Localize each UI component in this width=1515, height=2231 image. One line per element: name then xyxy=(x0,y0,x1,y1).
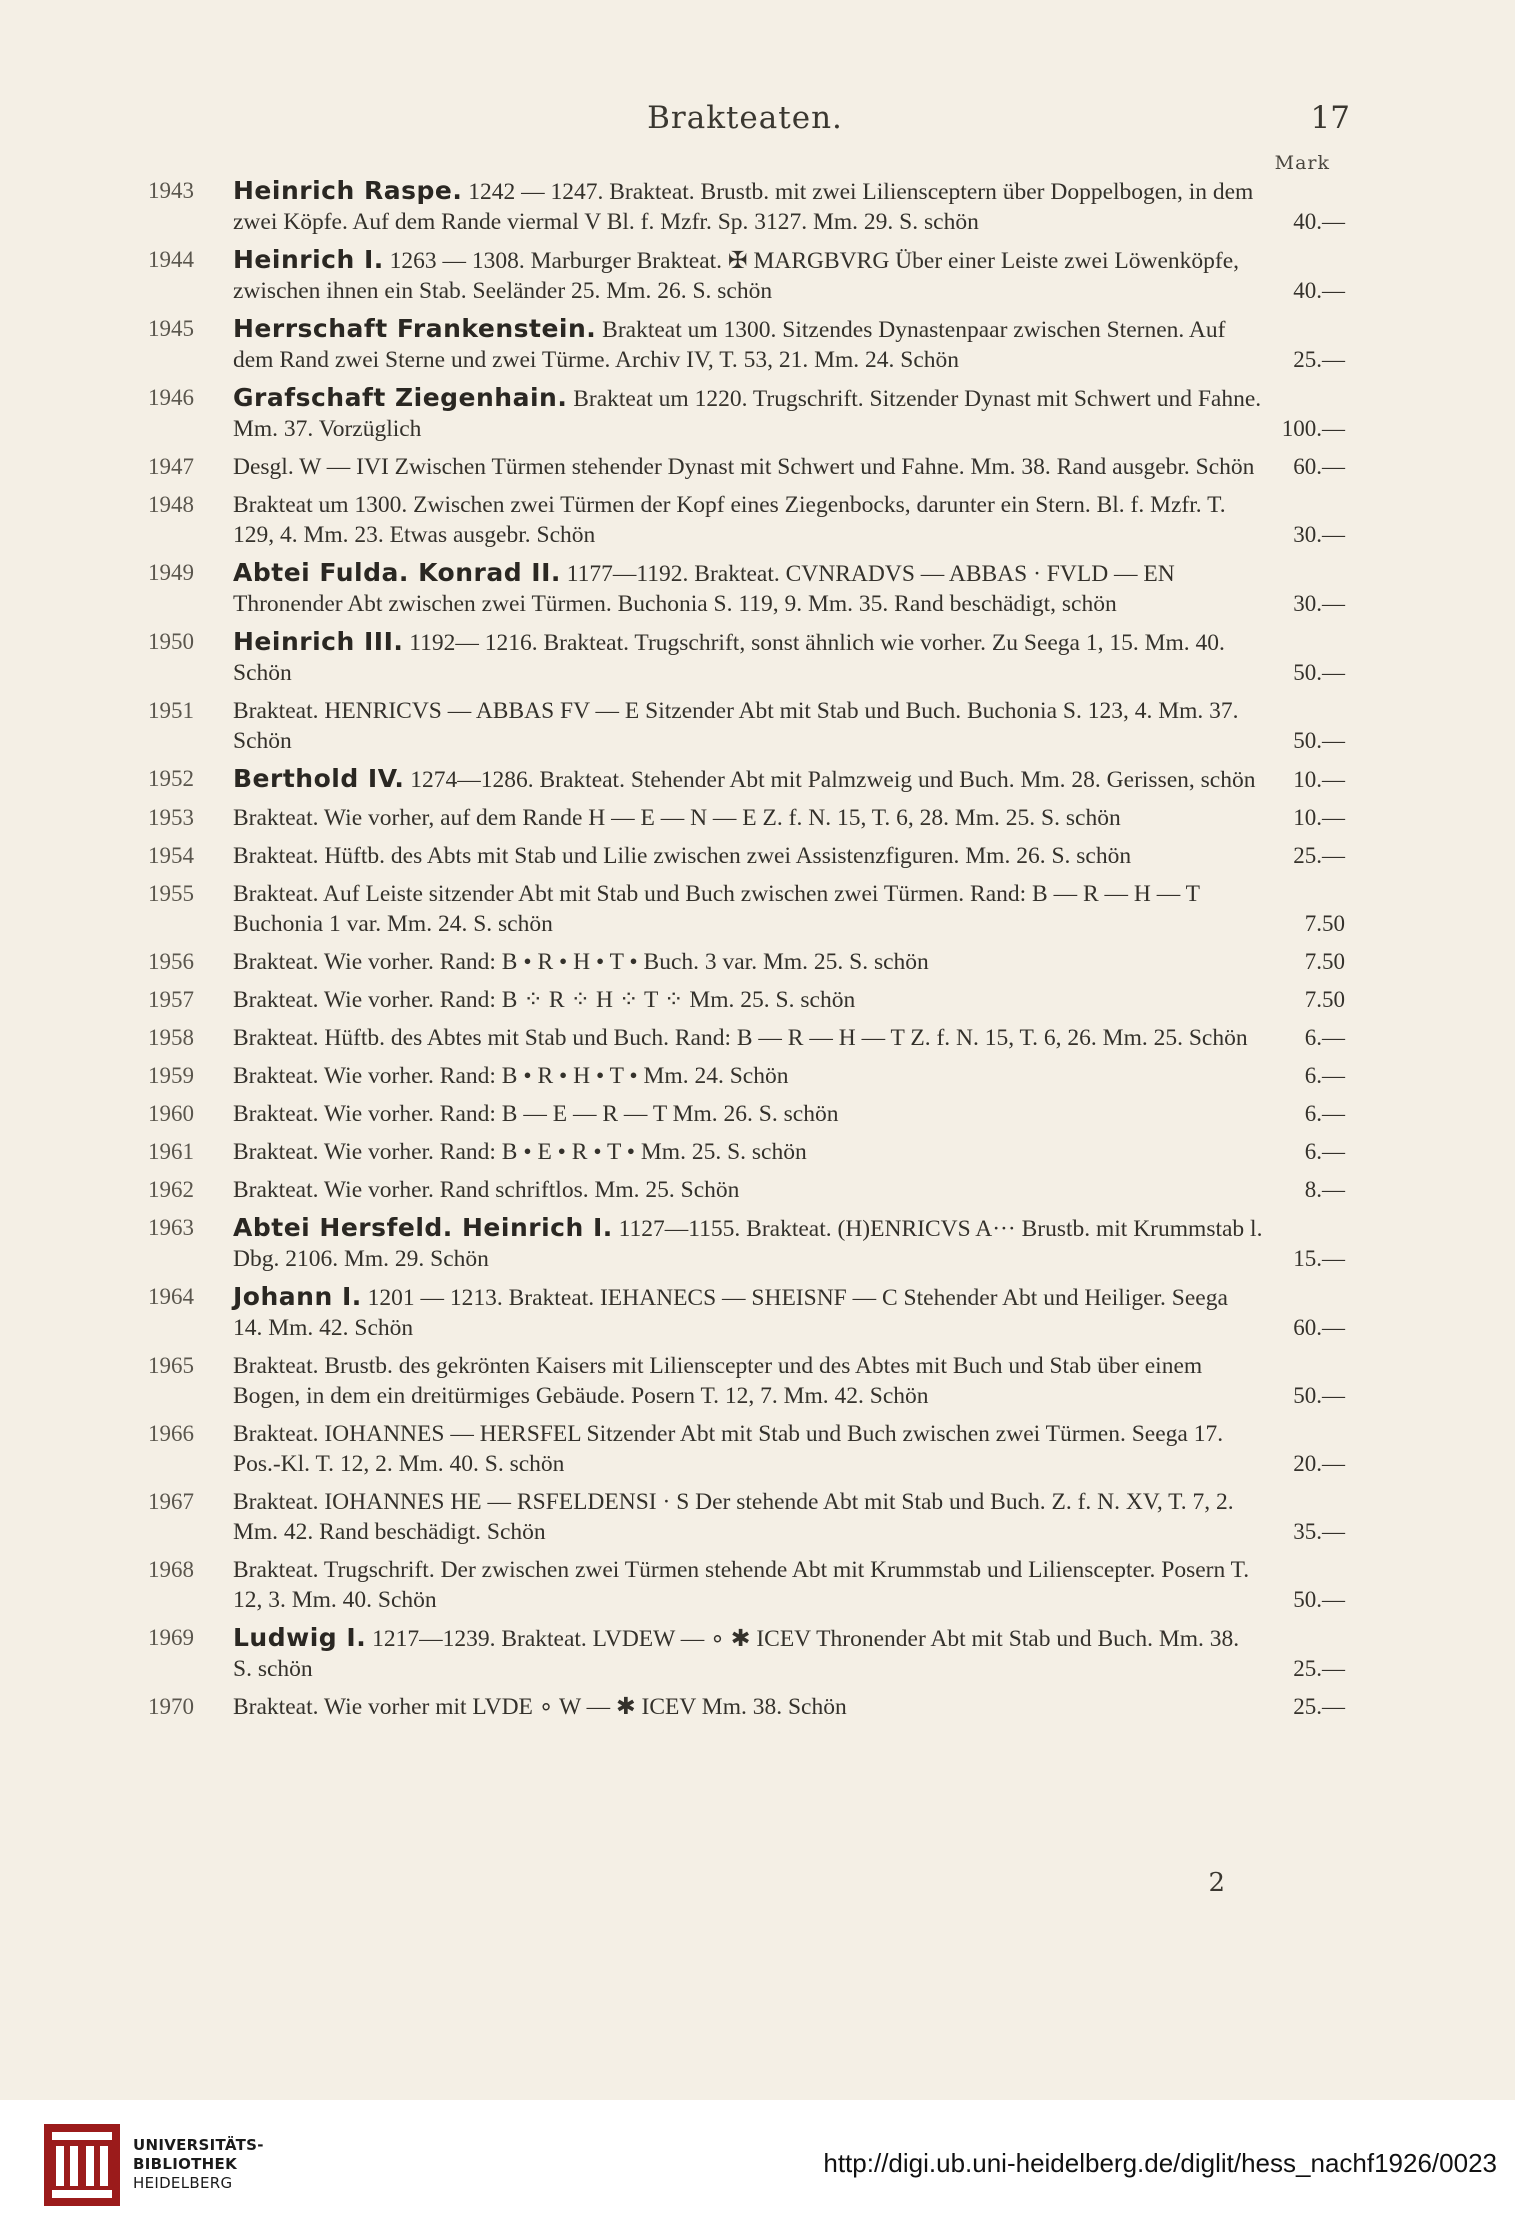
entry-ruler-heading: Abtei Hersfeld. Heinrich I. xyxy=(233,1213,613,1242)
entry-number: 1943 xyxy=(148,178,194,203)
catalog-entry xyxy=(0,176,1515,237)
entry-number: 1949 xyxy=(148,560,194,585)
entry-ruler-heading: Heinrich III. xyxy=(233,627,404,656)
entry-ruler-heading: Heinrich Raspe. xyxy=(233,176,463,205)
entry-number: 1963 xyxy=(148,1215,194,1240)
entry-text: Desgl. W — IVI Zwischen Türmen stehender Dynast mit Schwert und Fahne. Mm. 38. Rand ausgebr. Schön xyxy=(233,454,1255,480)
entry-text: Brakteat. Wie vorher. Rand: B • E • R • T • Mm. 25. S. schön xyxy=(233,1139,807,1165)
entry-text: Brakteat. Auf Leiste sitzender Abt mit Stab und Buch zwischen zwei Türmen. Rand: B — R — H — T Buchonia 1 var. Mm. 24. S. schön xyxy=(233,881,1200,937)
running-title: Brakteaten. xyxy=(647,100,843,136)
catalog-entry xyxy=(0,1061,1515,1091)
entry-text: 1127—1155. Brakteat. (H)ENRICVS A··· Brustb. mit Krummstab l. Dbg. 2106. Mm. 29. Schön xyxy=(233,1216,1263,1272)
entry-description xyxy=(233,947,1263,977)
library-emblem-icon xyxy=(42,2122,122,2208)
entry-text: Brakteat um 1300. Zwischen zwei Türmen der Kopf eines Ziegenbocks, darunter ein Stern. Bl. f. Mzfr. T. 129, 4. Mm. 23. Etwas ausgebr. Schön xyxy=(233,492,1226,548)
entry-text: 1274—1286. Brakteat. Stehender Abt mit Palmzweig und Buch. Mm. 28. Gerissen, schön xyxy=(404,767,1256,793)
entry-text: Brakteat. Wie vorher mit LVDE ∘ W — ✱ ICEV Mm. 38. Schön xyxy=(233,1694,847,1720)
entry-text: 1192— 1216. Brakteat. Trugschrift, sonst ähnlich wie vorher. Zu Seega 1, 15. Mm. 40. Schön xyxy=(233,630,1225,686)
entry-number: 1969 xyxy=(148,1625,194,1650)
entry-description xyxy=(233,1487,1263,1547)
catalog-entry xyxy=(0,947,1515,977)
library-name xyxy=(133,2136,264,2193)
entry-description xyxy=(233,1351,1263,1411)
entry-price: 10.— xyxy=(1293,805,1345,830)
entry-description xyxy=(233,1419,1263,1479)
entry-description xyxy=(233,558,1263,619)
entry-description xyxy=(233,803,1263,833)
entry-price: 50.— xyxy=(1293,660,1345,685)
catalog-entry-list xyxy=(0,176,1515,1730)
entry-description xyxy=(233,1061,1263,1091)
entry-description xyxy=(233,696,1263,756)
entry-price: 25.— xyxy=(1293,1656,1345,1681)
entry-price: 25.— xyxy=(1293,1694,1345,1719)
entry-description xyxy=(233,841,1263,871)
entry-description xyxy=(233,764,1263,795)
entry-description xyxy=(233,1023,1263,1053)
entry-description xyxy=(233,176,1263,237)
catalog-entry xyxy=(0,1623,1515,1684)
entry-price: 60.— xyxy=(1293,1315,1345,1340)
entry-number: 1945 xyxy=(148,316,194,341)
entry-number: 1946 xyxy=(148,385,194,410)
entry-number: 1967 xyxy=(148,1489,194,1514)
catalog-entry xyxy=(0,1137,1515,1167)
entry-price: 25.— xyxy=(1293,347,1345,372)
entry-price: 25.— xyxy=(1293,843,1345,868)
entry-description xyxy=(233,1137,1263,1167)
catalog-entry xyxy=(0,490,1515,550)
entry-number: 1962 xyxy=(148,1177,194,1202)
entry-text: Brakteat. Wie vorher. Rand: B ⁘ R ⁘ H ⁘ T ⁘ Mm. 25. S. schön xyxy=(233,987,856,1013)
catalog-entry xyxy=(0,452,1515,482)
entry-description xyxy=(233,452,1263,482)
entry-number: 1959 xyxy=(148,1063,194,1088)
library-name-line: HEIDELBERG xyxy=(133,2174,233,2192)
entry-price: 35.— xyxy=(1293,1519,1345,1544)
catalog-entry xyxy=(0,383,1515,444)
entry-ruler-heading: Johann I. xyxy=(233,1282,362,1311)
catalog-entry xyxy=(0,985,1515,1015)
library-name-line: UNIVERSITÄTS- xyxy=(133,2136,264,2154)
entry-text: Brakteat. Trugschrift. Der zwischen zwei Türmen stehende Abt mit Krummstab und Lilienscepter. Posern T. 12, 3. Mm. 40. Schön xyxy=(233,1557,1250,1613)
catalog-entry xyxy=(0,1023,1515,1053)
entry-description xyxy=(233,985,1263,1015)
entry-text: 1201 — 1213. Brakteat. IEHANECS — SHEISNF — C Stehender Abt und Heiliger. Seega 14. Mm. 42. Schön xyxy=(233,1285,1228,1341)
price-column-label: Mark xyxy=(1274,152,1330,174)
entry-text: Brakteat. Hüftb. des Abtes mit Stab und Buch. Rand: B — R — H — T Z. f. N. 15, T. 6, 26. Mm. 25. Schön xyxy=(233,1025,1248,1051)
entry-ruler-heading: Heinrich I. xyxy=(233,245,384,274)
entry-price: 50.— xyxy=(1293,728,1345,753)
entry-number: 1957 xyxy=(148,987,194,1012)
entry-ruler-heading: Ludwig I. xyxy=(233,1623,367,1652)
entry-number: 1947 xyxy=(148,454,194,479)
entry-description xyxy=(233,1623,1263,1684)
entry-text: Brakteat. IOHANNES HE — RSFELDENSI · S Der stehende Abt mit Stab und Buch. Z. f. N. XV, T. 7, 2. Mm. 42. Rand beschädigt. Schön xyxy=(233,1489,1234,1545)
entry-number: 1965 xyxy=(148,1353,194,1378)
entry-text: Brakteat um 1220. Trugschrift. Sitzender Dynast mit Schwert und Fahne. Mm. 37. Vorzüglich xyxy=(233,386,1262,442)
catalog-entry xyxy=(0,1175,1515,1205)
entry-description xyxy=(233,1099,1263,1129)
catalog-entry xyxy=(0,1487,1515,1547)
entry-text: Brakteat. HENRICVS — ABBAS FV — E Sitzender Abt mit Stab und Buch. Buchonia S. 123, 4. Mm. 37. Schön xyxy=(233,698,1239,754)
catalog-entry xyxy=(0,1692,1515,1722)
entry-text: Brakteat. Wie vorher. Rand: B • R • H • T • Buch. 3 var. Mm. 25. S. schön xyxy=(233,949,929,975)
entry-price: 7.50 xyxy=(1304,949,1345,974)
entry-price: 7.50 xyxy=(1304,987,1345,1012)
entry-number: 1966 xyxy=(148,1421,194,1446)
entry-price: 6.— xyxy=(1304,1101,1345,1126)
entry-description xyxy=(233,1175,1263,1205)
entry-number: 1955 xyxy=(148,881,194,906)
signature-mark: 2 xyxy=(1208,1868,1225,1898)
footer-bar xyxy=(0,2100,1515,2231)
entry-number: 1960 xyxy=(148,1101,194,1126)
catalog-entry xyxy=(0,1099,1515,1129)
entry-text: 1217—1239. Brakteat. LVDEW — ∘ ✱ ICEV Thronender Abt mit Stab und Buch. Mm. 38. S. schön xyxy=(233,1626,1240,1682)
catalog-entry xyxy=(0,841,1515,871)
entry-number: 1970 xyxy=(148,1694,194,1719)
entry-description xyxy=(233,627,1263,688)
entry-price: 40.— xyxy=(1293,209,1345,234)
entry-number: 1952 xyxy=(148,766,194,791)
entry-ruler-heading: Berthold IV. xyxy=(233,764,405,793)
entry-number: 1961 xyxy=(148,1139,194,1164)
entry-number: 1968 xyxy=(148,1557,194,1582)
catalog-entry xyxy=(0,1213,1515,1274)
entry-price: 15.— xyxy=(1293,1246,1345,1271)
entry-text: Brakteat. Brustb. des gekrönten Kaisers mit Lilienscepter und des Abtes mit Buch und Stab über einem Bogen, in dem ein dreitürmiges Gebäude. Posern T. 12, 7. Mm. 42. Schön xyxy=(233,1353,1203,1409)
library-name-line: BIBLIOTHEK xyxy=(133,2155,237,2173)
catalog-entry xyxy=(0,764,1515,795)
entry-description xyxy=(233,490,1263,550)
catalog-entry xyxy=(0,314,1515,375)
entry-price: 30.— xyxy=(1293,522,1345,547)
entry-ruler-heading: Grafschaft Ziegenhain. xyxy=(233,383,568,412)
entry-text: Brakteat. Wie vorher, auf dem Rande H — E — N — E Z. f. N. 15, T. 6, 28. Mm. 25. S. schön xyxy=(233,805,1121,831)
entry-price: 6.— xyxy=(1304,1025,1345,1050)
entry-text: 1263 — 1308. Marburger Brakteat. ✠ MARGBVRG Über einer Leiste zwei Löwenköpfe, zwischen ihnen ein Stab. Seeländer 25. Mm. 26. S. schön xyxy=(233,248,1240,304)
entry-price: 60.— xyxy=(1293,454,1345,479)
entry-text: Brakteat. Hüftb. des Abts mit Stab und Lilie zwischen zwei Assistenzfiguren. Mm. 26. S. schön xyxy=(233,843,1132,869)
entry-text: Brakteat. Wie vorher. Rand: B • R • H • T • Mm. 24. Schön xyxy=(233,1063,789,1089)
entry-description xyxy=(233,1555,1263,1615)
entry-price: 7.50 xyxy=(1304,911,1345,936)
catalog-entry xyxy=(0,1555,1515,1615)
entry-number: 1948 xyxy=(148,492,194,517)
entry-number: 1951 xyxy=(148,698,194,723)
entry-number: 1964 xyxy=(148,1284,194,1309)
entry-price: 30.— xyxy=(1293,591,1345,616)
catalog-entry xyxy=(0,879,1515,939)
university-library-logo xyxy=(42,2122,122,2208)
entry-description xyxy=(233,879,1263,939)
entry-description xyxy=(233,245,1263,306)
entry-number: 1958 xyxy=(148,1025,194,1050)
entry-number: 1950 xyxy=(148,629,194,654)
entry-price: 8.— xyxy=(1304,1177,1345,1202)
entry-ruler-heading: Abtei Fulda. Konrad II. xyxy=(233,558,561,587)
source-url-link[interactable]: http://digi.ub.uni-heidelberg.de/diglit/hess_nachf1926/0023 xyxy=(823,2148,1497,2178)
entry-price: 6.— xyxy=(1304,1139,1345,1164)
entry-price: 50.— xyxy=(1293,1587,1345,1612)
page-number: 17 xyxy=(1310,100,1350,136)
entry-ruler-heading: Herrschaft Frankenstein. xyxy=(233,314,597,343)
catalog-entry xyxy=(0,1351,1515,1411)
entry-description xyxy=(233,314,1263,375)
entry-number: 1956 xyxy=(148,949,194,974)
catalog-entry xyxy=(0,627,1515,688)
entry-price: 20.— xyxy=(1293,1451,1345,1476)
entry-description xyxy=(233,1282,1263,1343)
catalog-entry xyxy=(0,696,1515,756)
entry-text: 1242 — 1247. Brakteat. Brustb. mit zwei Liliensceptern über Doppelbogen, in dem zwei Köpfe. Auf dem Rande viermal V Bl. f. Mzfr. Sp. 3127. Mm. 29. S. schön xyxy=(233,179,1254,235)
entry-text: Brakteat. Wie vorher. Rand schriftlos. Mm. 25. Schön xyxy=(233,1177,740,1203)
entry-price: 6.— xyxy=(1304,1063,1345,1088)
entry-number: 1944 xyxy=(148,247,194,272)
entry-description xyxy=(233,383,1263,444)
entry-price: 50.— xyxy=(1293,1383,1345,1408)
entry-number: 1954 xyxy=(148,843,194,868)
entry-price: 40.— xyxy=(1293,278,1345,303)
entry-description xyxy=(233,1213,1263,1274)
catalog-entry xyxy=(0,803,1515,833)
entry-text: Brakteat um 1300. Sitzendes Dynastenpaar zwischen Sternen. Auf dem Rand zwei Sterne und zwei Türme. Archiv IV, T. 53, 21. Mm. 24. Schön xyxy=(233,317,1226,373)
catalog-entry xyxy=(0,245,1515,306)
entry-text: Brakteat. IOHANNES — HERSFEL Sitzender Abt mit Stab und Buch zwischen zwei Türmen. Seega 17. Pos.-Kl. T. 12, 2. Mm. 40. S. schön xyxy=(233,1421,1224,1477)
entry-text: Brakteat. Wie vorher. Rand: B — E — R — T Mm. 26. S. schön xyxy=(233,1101,839,1127)
entry-price: 10.— xyxy=(1293,767,1345,792)
entry-text: 1177—1192. Brakteat. CVNRADVS — ABBAS · FVLD — EN Thronender Abt zwischen zwei Türmen. Buchonia S. 119, 9. Mm. 35. Rand beschädigt, schön xyxy=(233,561,1175,617)
catalog-entry xyxy=(0,1419,1515,1479)
entry-number: 1953 xyxy=(148,805,194,830)
entry-description xyxy=(233,1692,1263,1722)
entry-price: 100.— xyxy=(1281,416,1345,441)
catalog-entry xyxy=(0,558,1515,619)
catalog-entry xyxy=(0,1282,1515,1343)
